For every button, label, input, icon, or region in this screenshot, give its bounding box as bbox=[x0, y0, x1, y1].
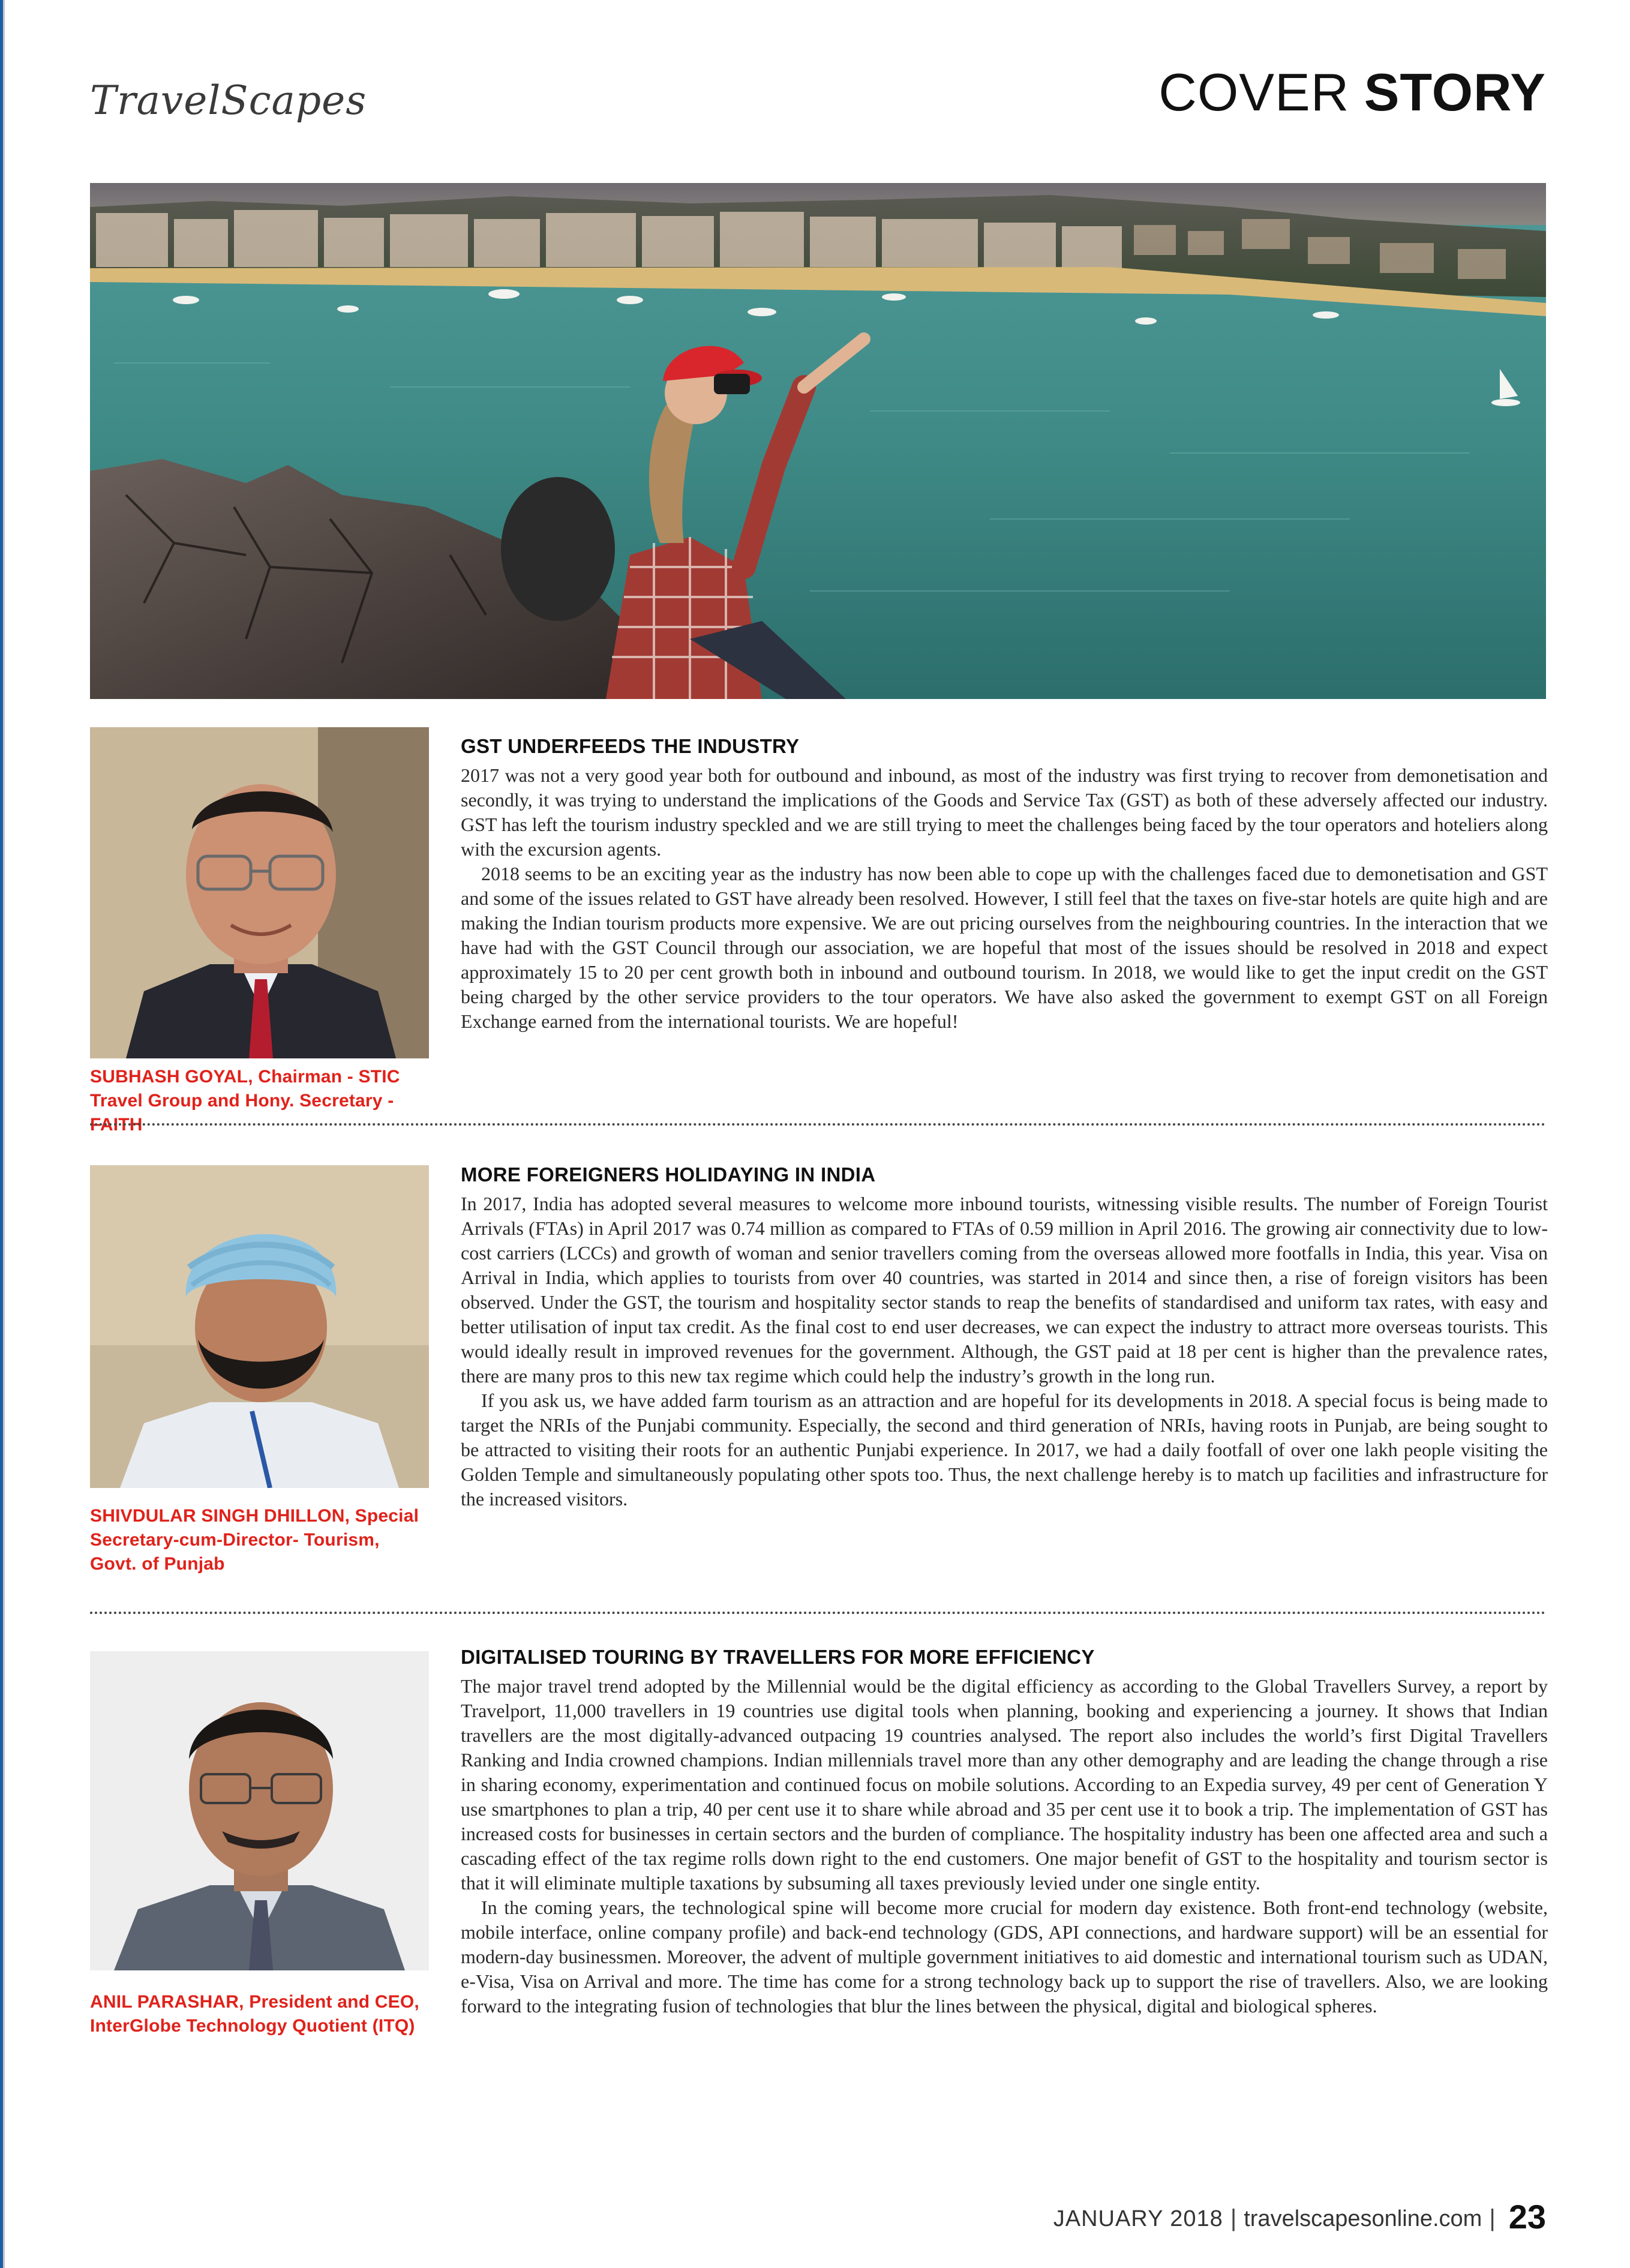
footer-separator: | bbox=[1489, 2205, 1496, 2231]
portrait-caption: SUBHASH GOYAL, Chairman - STIC Travel Group and Hony. Secretary - FAITH bbox=[90, 1067, 400, 1135]
section-divider bbox=[90, 1612, 1546, 1614]
article-heading: DIGITALISED TOURING BY TRAVELLERS FOR MORE EFFICIENCY bbox=[461, 1646, 1095, 1668]
section-title bbox=[1158, 62, 1546, 122]
portrait-photo bbox=[90, 727, 429, 1058]
portrait-anil-parashar bbox=[90, 1651, 429, 1970]
page-footer bbox=[1053, 2196, 1546, 2238]
article-heading: GST UNDERFEEDS THE INDUSTRY bbox=[461, 735, 800, 757]
hero-photo-illustration bbox=[90, 183, 1546, 699]
footer-separator: | bbox=[1230, 2205, 1237, 2231]
page-number: 23 bbox=[1508, 2198, 1546, 2236]
section-divider bbox=[90, 1123, 1546, 1126]
page-edge-rule bbox=[3, 0, 5, 2268]
portrait-photo bbox=[90, 1165, 429, 1488]
article-paragraph: In 2017, India has adopted several measures to welcome more inbound tourists, witnessing visible results. The number of Foreign Tourist Arrivals (FTAs) in April 2017 was 0.74 million as compared to FTAs of 0.59 million in April 2016. The growing air connectivity due to low-cost carriers (LCCs) and growth of woman and senior travellers coming from the overseas allowed more footfalls in India, this year. Visa on Arrival in India, which applies to tourists from over 40 countries, was started in 2014 and since then, a rise of foreign visitors has been observed. Under the GST, the tourism and hospitality sector stands to reap the benefits of standardised and uniform tax rates, with easy and better utilisation of input tax credit. As the final cost to end user decreases, we can expect the industry to attract more overseas tourists. This would ideally result in improved revenues for the government. Although, the GST paid at 18 per cent is higher than the prevalence rates, there are many pros to this new tax regime which could help the industry’s growth in the long run. bbox=[461, 1193, 1548, 1387]
issue-date: JANUARY 2018 bbox=[1053, 2206, 1223, 2231]
section-title-bold: STORY bbox=[1364, 62, 1546, 122]
article-paragraph: In the coming years, the technological spine will become more crucial for modern day existence. Both front-end technology (website, mobile interface, online company profile) and back-end technology (GDS, API connections, and hardware support) will be an essential for modern-day businessmen. Moreover, the advent of multiple government initiatives to aid domestic and international tourism such as UDAN, e-Visa, Visa on Arrival and more. The time has come for a strong technology back up to support the rise of travellers. Also, we are looking forward to the integrating fusion of technologies that blur the lines between the physical, digital and biological spheres. bbox=[461, 1897, 1548, 2017]
portrait-caption: SHIVDULAR SINGH DHILLON, Special Secretary-cum-Director- Tourism, Govt. of Punjab bbox=[90, 1506, 419, 1574]
article-paragraph: If you ask us, we have added farm tourism as an attraction and are hopeful for its developments in 2018. A special focus is being made to target the NRIs of the Punjabi community. Especially, the second and third generation of NRIs, having roots in Punjab, are being sought to be attracted to visiting their roots for an authentic Punjabi experience. In 2017, we had a daily footfall of over one lakh people visiting the Golden Temple and simultaneously populating other spots too. Thus, the next challenge hereby is to match up facilities and infrastructure for the increased visitors. bbox=[461, 1390, 1548, 1510]
article-more-foreigners bbox=[461, 1162, 1548, 1511]
section-title-light: COVER bbox=[1158, 62, 1350, 122]
portrait-photo bbox=[90, 1651, 429, 1970]
article-paragraph: 2017 was not a very good year both for outbound and inbound, as most of the industry was first trying to recover from demonetisation and secondly, it was trying to understand the implications of the Goods and Service Tax (GST) as both of these adversely affected our industry. GST has left the tourism industry speckled and we are still trying to meet the challenges being faced by the tour operators and hoteliers along with the excursion agents. bbox=[461, 764, 1548, 860]
article-paragraph: The major travel trend adopted by the Millennial would be the digital efficiency as according to the Global Travellers Survey, a report by Travelport, 11,000 travellers in 19 countries use digital tools when planning, booking and experiencing a journey. It shows that Indian travellers are the most digitally-advanced outpacing 19 countries analysed. The report also includes the world’s first Digital Travellers Ranking and India crowned champions. Indian millennials travel more than any other demography and are leading the change through a rise in sharing economy, experimentation and continued focus on mobile solutions. According to an Expedia survey, 49 per cent of Generation Y use smartphones to plan a trip, 40 per cent use it to share while abroad and 35 per cent use it to book a trip. The implementation of GST has increased costs for businesses in certain sectors and the burden of compliance. The hospitality industry has been one affected area and such a cascading effect of the tax regime rolls down right to the end customers. One major benefit of GST to the hospitality and tourism sector is that it will eliminate multiple taxations by subsuming all taxes previously levied under one single entity. bbox=[461, 1675, 1548, 1894]
portrait-shivdular-singh-dhillon bbox=[90, 1165, 429, 1488]
article-heading: MORE FOREIGNERS HOLIDAYING IN INDIA bbox=[461, 1163, 876, 1186]
article-paragraph: 2018 seems to be an exciting year as the industry has now been able to cope up with the challenges faced due to demonetisation and GST and some of the issues related to GST have already been resolved. However, I still feel that the taxes on five-star hotels are quite high and are making the Indian tourism products more expensive. We are out pricing ourselves from the neighbouring countries. In the interaction that we have had with the GST Council through our association, we are hopeful that most of the issues should be resolved in 2018 and expect approximately 15 to 20 per cent growth both in inbound and outbound tourism. In 2018, we would like to get the input credit on the GST being charged by the other service providers to the tour operators. We have also asked the government to exempt GST on all Foreign Exchange earned from the international tourists. We are hopeful! bbox=[461, 863, 1548, 1032]
article-gst-underfeeds bbox=[461, 733, 1548, 1034]
footer-website: travelscapesonline.com bbox=[1244, 2206, 1482, 2231]
portrait-subhash-goyal bbox=[90, 727, 429, 1058]
article-digitalised-touring bbox=[461, 1644, 1548, 2018]
magazine-logo: TravelScapes bbox=[90, 77, 367, 124]
portrait-caption: ANIL PARASHAR, President and CEO, InterGlobe Technology Quotient (ITQ) bbox=[90, 1992, 419, 2036]
hero-photo bbox=[90, 183, 1546, 699]
